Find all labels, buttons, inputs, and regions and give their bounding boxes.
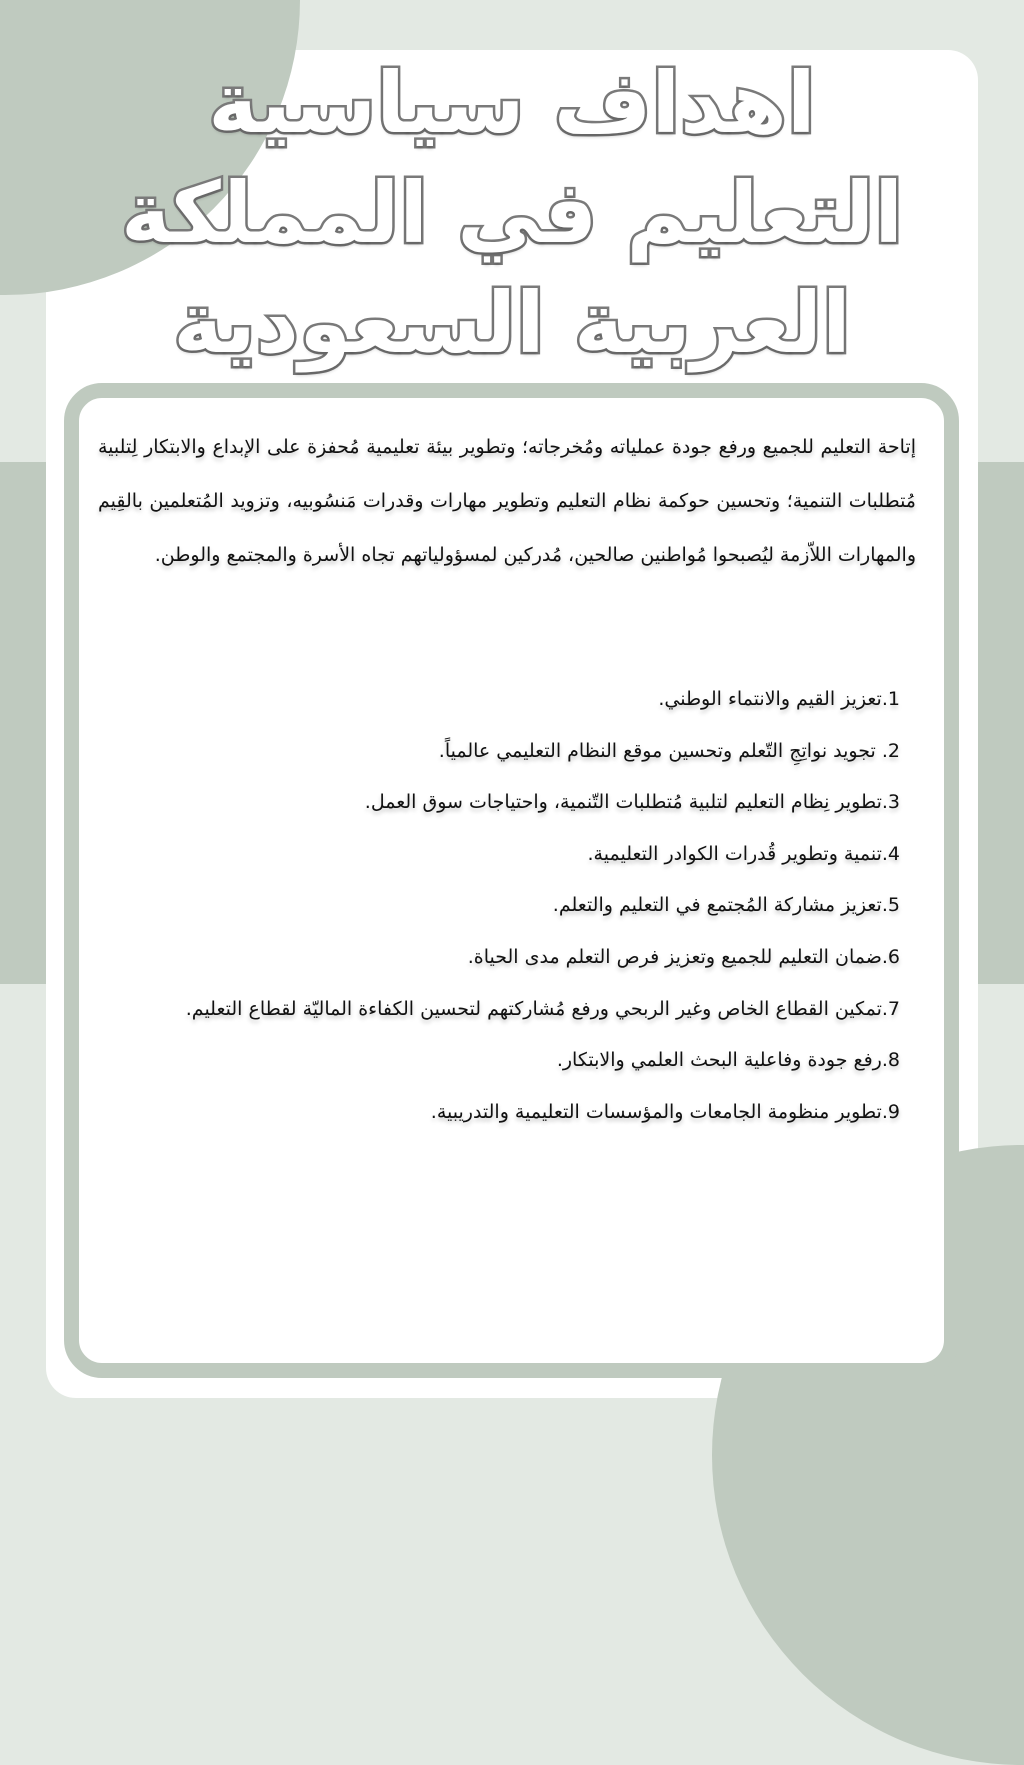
goal-text: تعزيز القيم والانتماء الوطني. bbox=[658, 688, 882, 710]
goal-item-5 bbox=[120, 880, 900, 932]
goal-number: 1. bbox=[881, 688, 900, 710]
goal-text: تطوير منظومة الجامعات والمؤسسات التعليمية والتدريبية. bbox=[430, 1100, 882, 1123]
goal-number: 3. bbox=[881, 791, 900, 814]
intro-paragraph: إتاحة التعليم للجميع ورفع جودة عملياته ومُخرجاته؛ وتطوير بيئة تعليمية مُحفزة على الإبداع والابتكار لِتلبية مُتطلبات التنمية؛ وتحسين حوكمة نظام التعليم وتطوير مهارات وقدرات مَنسُوبيه، وتزويد المُتعلمين بالقِيم والمهارات اللاّزمة ليُصبحوا مُواطنين صالحين، مُدركين لمسؤولياتهم تجاه الأسرة والمجتمع والوطن. bbox=[98, 436, 916, 566]
goal-item-6 bbox=[120, 932, 900, 984]
goals-list bbox=[120, 674, 900, 1138]
title-line-2: التعليم في المملكة bbox=[120, 164, 903, 262]
goal-text: تعزيز مشاركة المُجتمع في التعليم والتعلم. bbox=[552, 894, 882, 917]
goal-number: 5. bbox=[881, 894, 900, 917]
goal-text: رفع جودة وفاعلية البحث العلمي والابتكار. bbox=[556, 1049, 882, 1072]
goal-item-8 bbox=[120, 1035, 900, 1087]
goal-item-7 bbox=[120, 984, 900, 1036]
goal-item-4 bbox=[120, 829, 900, 881]
title-line-1: اهداف سياسية bbox=[208, 54, 816, 152]
goal-text: تمكين القطاع الخاص وغير الربحي ورفع مُشاركتهم لتحسين الكفاءة الماليّة لقطاع التعليم. bbox=[185, 997, 882, 1020]
goal-item-3 bbox=[120, 777, 900, 829]
goal-text: تطوير نِظام التعليم لتلبية مُتطلبات التّنمية، واحتياجات سوق العمل. bbox=[364, 791, 882, 814]
goal-number: 6. bbox=[881, 945, 900, 968]
goal-text: ضمان التعليم للجميع وتعزيز فرص التعلم مدى الحياة. bbox=[467, 945, 882, 968]
goal-item-2 bbox=[120, 726, 900, 778]
goal-number: 7. bbox=[881, 997, 900, 1020]
page-title bbox=[60, 48, 964, 378]
left-decorative-band bbox=[0, 462, 50, 984]
right-decorative-band bbox=[974, 462, 1024, 984]
goal-item-1 bbox=[120, 674, 900, 726]
goal-text: تجويد نواتِجِ التّعلم وتحسين موقع النظام التعليمي عالمياً. bbox=[438, 739, 876, 762]
goal-number: 4. bbox=[881, 842, 900, 865]
goal-number: 2. bbox=[875, 739, 900, 762]
goal-number: 8. bbox=[881, 1049, 900, 1072]
goal-text: تنمية وتطوير قُدرات الكوادر التعليمية. bbox=[587, 842, 882, 865]
title-line-3: العربية السعودية bbox=[173, 274, 851, 372]
goal-number: 9. bbox=[881, 1100, 900, 1123]
goal-item-9 bbox=[120, 1087, 900, 1139]
